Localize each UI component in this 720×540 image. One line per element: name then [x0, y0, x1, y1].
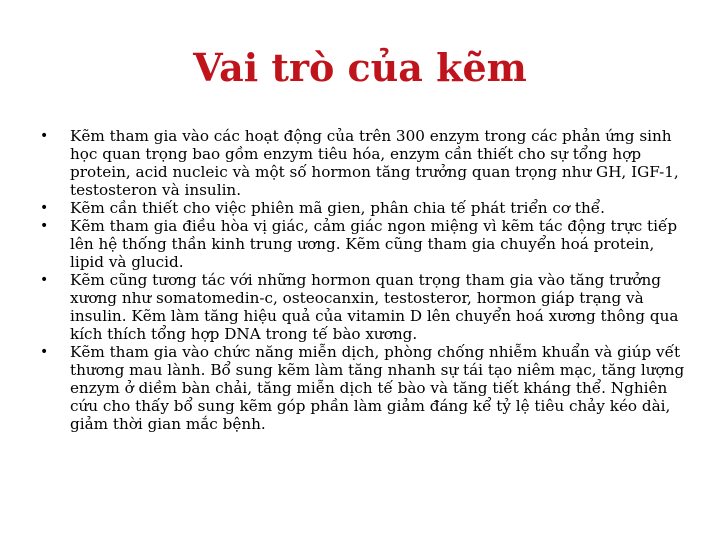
bullet-icon: •	[40, 128, 49, 144]
bullet-item-2	[40, 199, 692, 217]
bullet-text: Kẽm tham gia điều hòa vị giác, cảm giác ngon miệng vì kẽm tác động trực tiếp lên hệ thống thần kinh trung ương. Kẽm cũng tham gia chuyển hoá protein, lipid và glucid.	[70, 217, 678, 271]
bullet-item-4	[40, 271, 692, 343]
bullet-text: Kẽm cần thiết cho việc phiên mã gien, phân chia tế phát triển cơ thể.	[70, 199, 605, 217]
bullet-item-5	[40, 343, 692, 433]
bullet-text: Kẽm cũng tương tác với những hormon quan trọng tham gia vào tăng trưởng xương như somatomedin-c, osteocanxin, testosteror, hormon giáp trạng và insulin. Kẽm làm tăng hiệu quả của vitamin D lên chuyển hoá xương thông qua kích thích tổng hợp DNA trong tế bào xương.	[70, 271, 679, 343]
bullet-icon: •	[40, 272, 49, 288]
bullet-icon: •	[40, 218, 49, 234]
bullet-text: Kẽm tham gia vào các hoạt động của trên 300 enzym trong các phản ứng sinh học quan trọng bao gồm enzym tiêu hóa, enzym cần thiết cho sự tổng hợp protein, acid nucleic và một số hormon tăng trưởng quan trọng như GH, IGF-1, testosteron và insulin.	[70, 127, 679, 199]
bullet-icon: •	[40, 344, 49, 360]
bullet-item-1	[40, 127, 692, 199]
slide-title: Vai trò của kẽm	[193, 45, 527, 90]
bullet-icon: •	[40, 200, 49, 216]
bullet-list	[40, 127, 692, 433]
bullet-item-3	[40, 217, 692, 271]
bullet-text: Kẽm tham gia vào chức năng miễn dịch, phòng chống nhiễm khuẩn và giúp vết thương mau lành. Bổ sung kẽm làm tăng nhanh sự tái tạo niêm mạc, tăng lượng enzym ở diềm bàn chải, tăng miễn dịch tế bào và tăng tiết kháng thể. Nghiên cứu cho thấy bổ sung kẽm góp phần làm giảm đáng kể tỷ lệ tiêu chảy kéo dài, giảm thời gian mắc bệnh.	[70, 343, 685, 433]
